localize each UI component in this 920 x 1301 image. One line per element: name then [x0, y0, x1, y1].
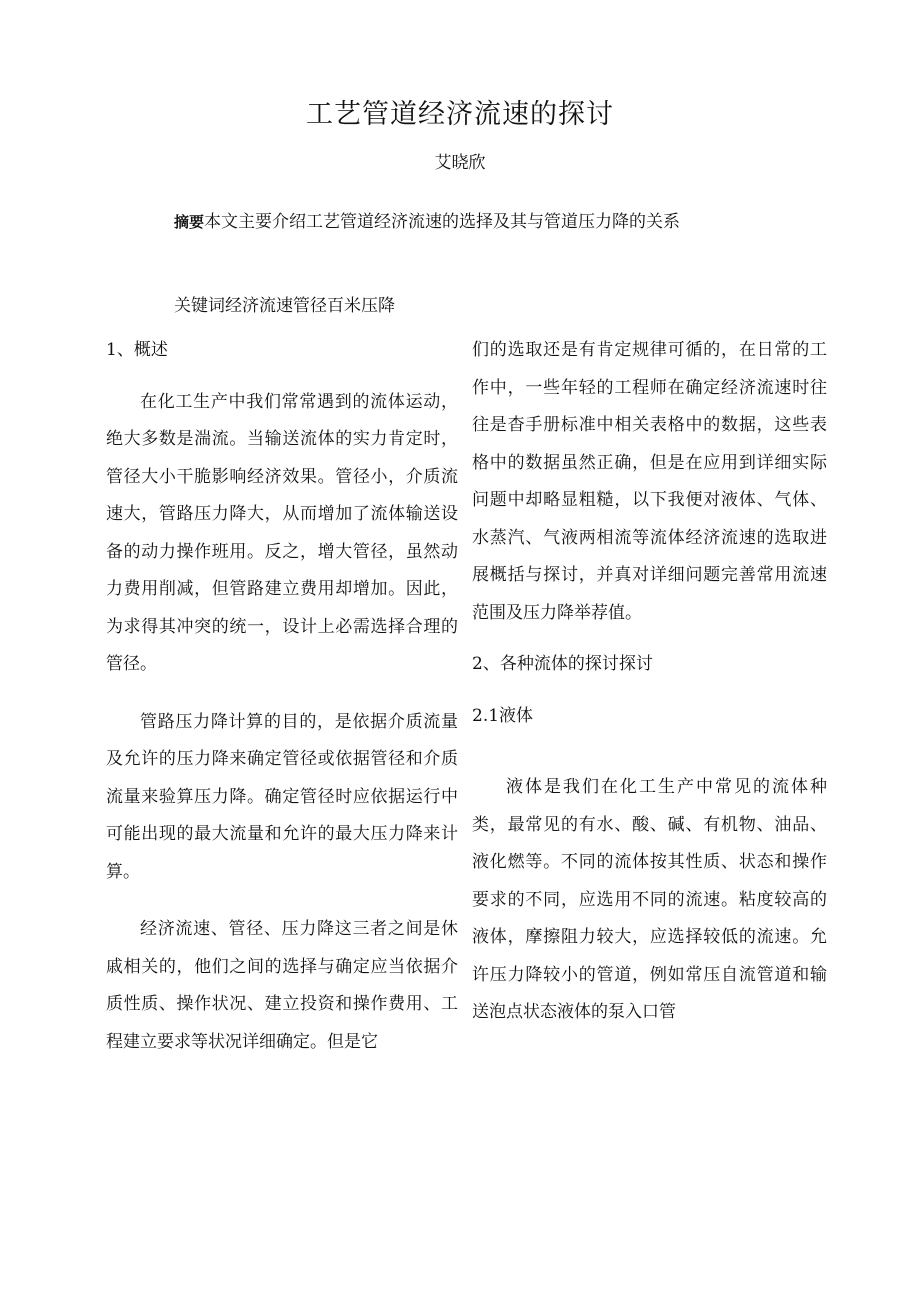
- abstract-label: 摘要: [174, 213, 205, 231]
- paragraph: 经济流速、管径、压力降这三者之间是休戚相关的，他们之间的选择与确定应当依据介质性质、操作状况、建立投资和操作费用、工程建立要求等状况详细确定。但是它: [106, 919, 458, 1052]
- abstract-block: [174, 196, 734, 248]
- paragraph: 在化工生产中我们常常遇到的流体运动，绝大多数是湍流。当输送流体的实力肯定时，管径大小干脆影响经济效果。管径小，介质流速大，管路压力降大，从而增加了流体输送设备的动力操作班用。反之，增大管径，虽然动力费用削减，但管路建立费用却增加。因此，为求得其冲突的统一，设计上必需选择合理的管径。: [106, 391, 458, 674]
- paragraph: 们的选取还是有肯定规律可循的，在日常的工作中，一些年轻的工程师在确定经济流速时往往是杳手册标准中相关表格中的数据，这些表格中的数据虽然正确，但是在应用到详细实际问题中却略显粗糙，以下我便对液体、气体、水蒸汽、气液两相流等流体经济流速的选取进展概括与探讨，并真对详细问题完善常用流速范围及压力降举荐值。: [472, 340, 827, 623]
- paper-title: 工艺管道经济流速的探讨: [306, 99, 614, 130]
- author-name: 艾晓欣: [434, 153, 486, 173]
- abstract-text: 本文主要介绍工艺管道经济流速的选择及其与管道压力降的关系: [204, 212, 681, 232]
- section-heading-overview: 1、概述: [106, 340, 168, 360]
- right-column: [472, 332, 827, 1032]
- left-column: [106, 332, 458, 1061]
- keywords-line: 关键词经济流速管径百米压降: [174, 296, 395, 316]
- subsection-heading-liquid: 2.1液体: [472, 705, 534, 726]
- paragraph: 管路压力降计算的目的，是依据介质流量及允许的压力降来确定管径或依据管径和介质流量来验算压力降。确定管径时应依据运行中可能出现的最大流量和允许的最大压力降来计算。: [106, 711, 458, 882]
- paragraph: 液体是我们在化工生产中常见的流体种类，最常见的有水、酸、碱、有机物、油品、液化燃等。不同的流体按其性质、状态和操作要求的不同，应选用不同的流速。粘度较高的液体，摩擦阻力较大，应选择较低的流速。允许压力降较小的管道，例如常压自流管道和输送泡点状态液体的泵入口管: [472, 777, 827, 1022]
- section-heading-fluids: 2、各种流体的探讨探讨: [472, 654, 653, 674]
